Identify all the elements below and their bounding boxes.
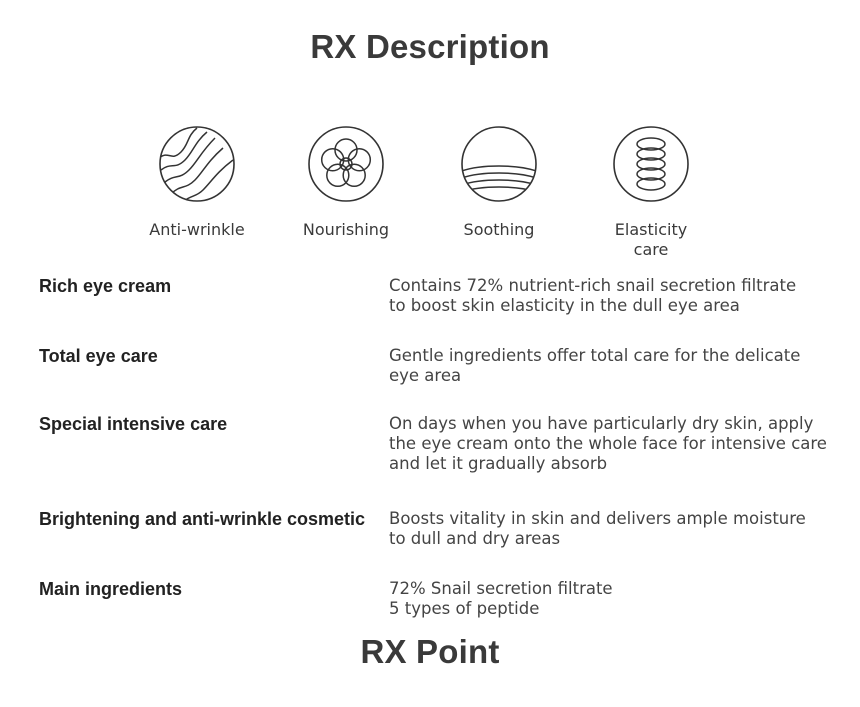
row-key: Brightening and anti-wrinkle cosmetic [39,509,366,529]
row-value-line: 72% Snail secretion filtrate [389,579,613,598]
row-value [389,579,849,619]
row-value-line: and let it gradually absorb [389,454,608,473]
section-title: RX Point [360,633,500,670]
row-value-line: Boosts vitality in skin and delivers ample moisture [389,509,806,528]
flower-icon [306,124,386,204]
feature-label: Soothing [463,220,535,239]
row-value-line: to dull and dry areas [389,529,561,548]
row-value-line: to boost skin elasticity in the dull eye area [389,296,740,315]
feature-icons [0,124,860,264]
spiral-coil-icon [611,124,691,204]
feature-soothing [424,124,574,240]
row-value-line: On days when you have particularly dry skin, apply [389,414,814,433]
row-value-line: eye area [389,366,462,385]
row-value-line: Gentle ingredients offer total care for the delicate [389,346,801,365]
feature-label: Anti-wrinkle [149,220,245,239]
row-value-line: Contains 72% nutrient-rich snail secretion filtrate [389,276,797,295]
row-key: Main ingredients [39,579,183,599]
row-value-line: the eye cream onto the whole face for intensive care [389,434,827,453]
soothing-waves-icon [459,124,539,204]
row-value-line: 5 types of peptide [389,599,540,618]
row-key: Total eye care [39,346,158,366]
row-value [389,509,849,549]
feature-anti-wrinkle [122,124,272,240]
feature-elasticity-care [576,124,726,260]
row-key: Special intensive care [39,414,228,434]
row-value [389,346,849,386]
feature-label: Nourishing [302,220,390,239]
feature-nourishing [271,124,421,240]
wave-lines-icon [157,124,237,204]
row-value [389,414,849,474]
feature-label: Elasticity care [614,220,688,259]
page-title: RX Description [310,28,550,65]
row-key: Rich eye cream [39,276,172,296]
row-value [389,276,849,316]
